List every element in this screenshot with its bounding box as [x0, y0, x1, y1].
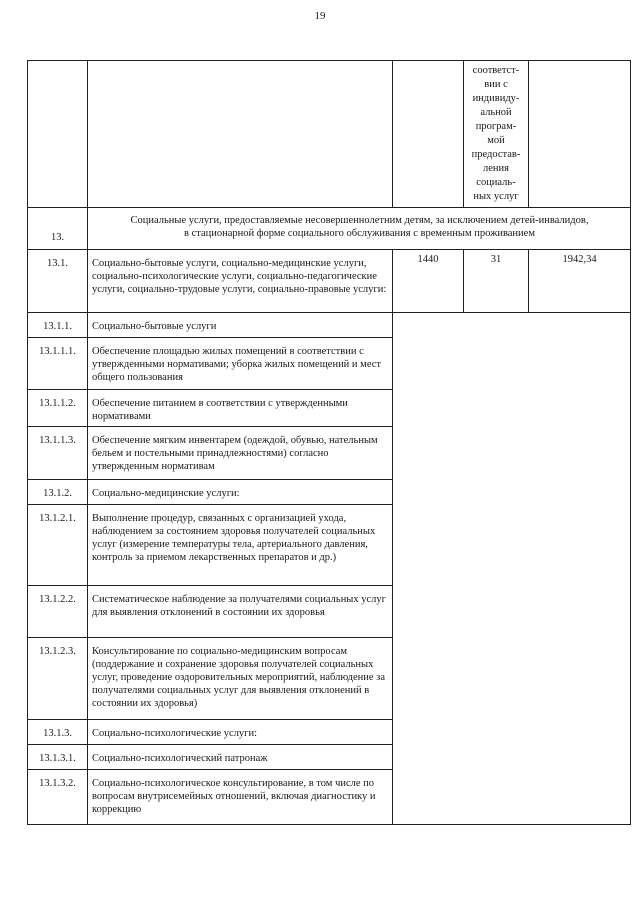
section-title [88, 208, 631, 250]
row-number: 13.1.2. [28, 480, 88, 505]
row-number: 13.1.2.1. [28, 505, 88, 586]
row-text: Социально-психологические услуги: [88, 720, 393, 745]
empty-merged-cell [393, 313, 631, 825]
section-number: 13. [28, 208, 88, 250]
row-text: Социально-бытовые услуги, социально-медицинские услуги, социально-психологические услуги, социально-педагогические услуги, социально-трудовые услуги, социально-правовые услуги: [88, 250, 393, 313]
cont-line: мой [487, 135, 505, 146]
row-text: Выполнение процедур, связанных с организацией ухода, наблюдением за состоянием здоровья получателей социальных услуг (измерение температуры тела, артериального давления, контроль за приемом лекарственных препаратов и др.) [88, 505, 393, 586]
section-row [28, 208, 631, 250]
row-number: 13.1.1. [28, 313, 88, 338]
row-number: 13.1.1.2. [28, 390, 88, 427]
row-number: 13.1.1.1. [28, 338, 88, 390]
cont-line: социаль- [476, 177, 516, 188]
services-table [27, 60, 631, 825]
row-number: 13.1.1.3. [28, 427, 88, 480]
cont-line: индивиду- [472, 93, 520, 104]
cont-col5-cell [529, 61, 631, 208]
cont-desc-cell [88, 61, 393, 208]
row-text: Социально-медицинские услуги: [88, 480, 393, 505]
row-text: Систематическое наблюдение за получателями социальных услуг для выявления отклонений в состоянии их здоровья [88, 586, 393, 638]
row-text: Социально-психологический патронаж [88, 745, 393, 770]
row-number: 13.1.3. [28, 720, 88, 745]
table-row [28, 313, 631, 338]
cont-line: предостав- [471, 149, 521, 160]
row-text: Консультирование по социально-медицинским вопросам (поддержание и сохранение здоровья получателей социальных услуг, проведение оздоровительных мероприятий, наблюдение за получателями социальных услуг для выявления отклонений в состоянии их здоровья) [88, 638, 393, 720]
cont-line: ных услуг [473, 191, 519, 202]
cont-line: соответст- [472, 65, 520, 76]
row-text: Обеспечение мягким инвентарем (одеждой, обувью, нательным бельем и постельными принадлежностями) согласно утвержденным нормативам [88, 427, 393, 480]
section-title-line: Социальные услуги, предоставляемые несовершеннолетним детям, за исключением детей-инвалидов, [130, 215, 589, 226]
row-number: 13.1.3.2. [28, 770, 88, 825]
continuation-row [28, 61, 631, 208]
value-cell: 31 [464, 250, 529, 313]
row-number: 13.1.2.3. [28, 638, 88, 720]
value-cell: 1942,34 [529, 250, 631, 313]
cont-number-cell [28, 61, 88, 208]
row-text: Социально-психологическое консультирование, в том числе по вопросам внутрисемейных отношений, включая диагностику и коррекцию [88, 770, 393, 825]
value-cell: 1440 [393, 250, 464, 313]
row-text: Социально-бытовые услуги [88, 313, 393, 338]
row-number: 13.1.2.2. [28, 586, 88, 638]
page-number: 19 [314, 10, 326, 22]
cont-col4-cell [464, 61, 529, 208]
summary-row [28, 250, 631, 313]
section-title-line: в стационарной форме социального обслуживания с временным проживанием [184, 228, 535, 239]
row-text: Обеспечение площадью жилых помещений в соответствии с утвержденными нормативами; уборка жилых помещений и мест общего пользования [88, 338, 393, 390]
cont-line: програм- [475, 121, 517, 132]
row-number: 13.1.3.1. [28, 745, 88, 770]
cont-col3-cell [393, 61, 464, 208]
cont-line: вии с [484, 79, 508, 90]
cont-line: альной [480, 107, 512, 118]
row-text: Обеспечение питанием в соответствии с утвержденными нормативами [88, 390, 393, 427]
cont-line: ления [483, 163, 509, 174]
row-number: 13.1. [28, 250, 88, 313]
